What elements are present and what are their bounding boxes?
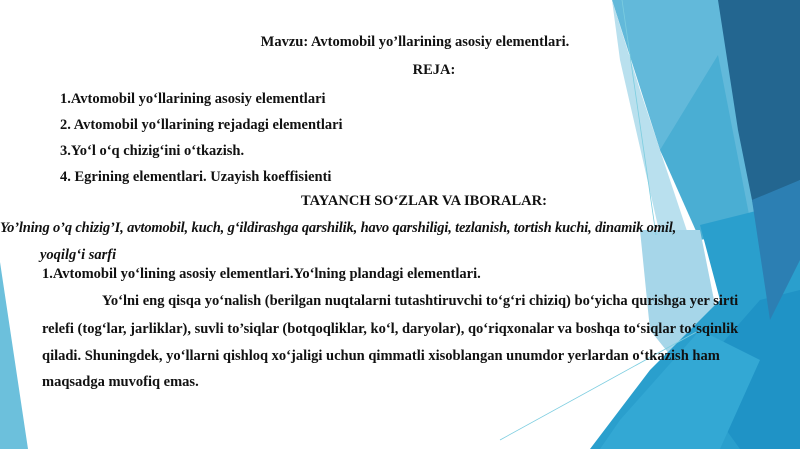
plan-item: 1.Avtomobil yo‘llarining asosiy elementlari [60, 91, 326, 107]
keywords-line-1: Yo’lning o’q chizig’I, avtomobil, kuch, g‘ildirashga qarshilik, havo qarshiligi, tezlanish, tortish kuchi, dinamik omil, [0, 220, 677, 236]
section-heading: 1.Avtomobil yo‘lining asosiy elementlari.Yo‘lning plandagi elementlari. [42, 266, 481, 282]
paragraph-line: maqsadga muvofiq emas. [42, 374, 199, 390]
plan-item: 3.Yo‘l o‘q chizig‘ini o‘tkazish. [60, 143, 245, 159]
plan-heading: REJA: [412, 62, 456, 78]
plan-item: 4. Egrining elementlari. Uzayish koeffisienti [60, 169, 332, 185]
plan-item: 2. Avtomobil yo‘llarining rejadagi elementlari [60, 117, 343, 133]
keywords-line-2: yoqilg‘i sarfi [40, 247, 117, 263]
paragraph-line: relefi (tog‘lar, jarliklar), suvli to’siqlar (botqoqliklar, ko‘l, daryolar), qo‘riqxonalar va boshqa to‘siqlar to‘sqinlik [42, 321, 739, 337]
topic-title: Mavzu: Avtomobil yo’llarining asosiy elementlari. [260, 34, 570, 50]
paragraph-line: Yo‘lni eng qisqa yo‘nalish (berilgan nuqtalarni tutashtiruvchi to‘g‘ri chiziq) bo‘yicha qurishga yer sirti [102, 293, 739, 309]
paragraph-line: qiladi. Shuningdek, yo‘llarni qishloq xo‘jaligi uchun qimmatli xisoblangan unumdor yerlardan o‘tkazish ham [42, 348, 720, 364]
keywords-heading: TAYANCH SO‘ZLAR VA IBORALAR: [301, 193, 547, 209]
